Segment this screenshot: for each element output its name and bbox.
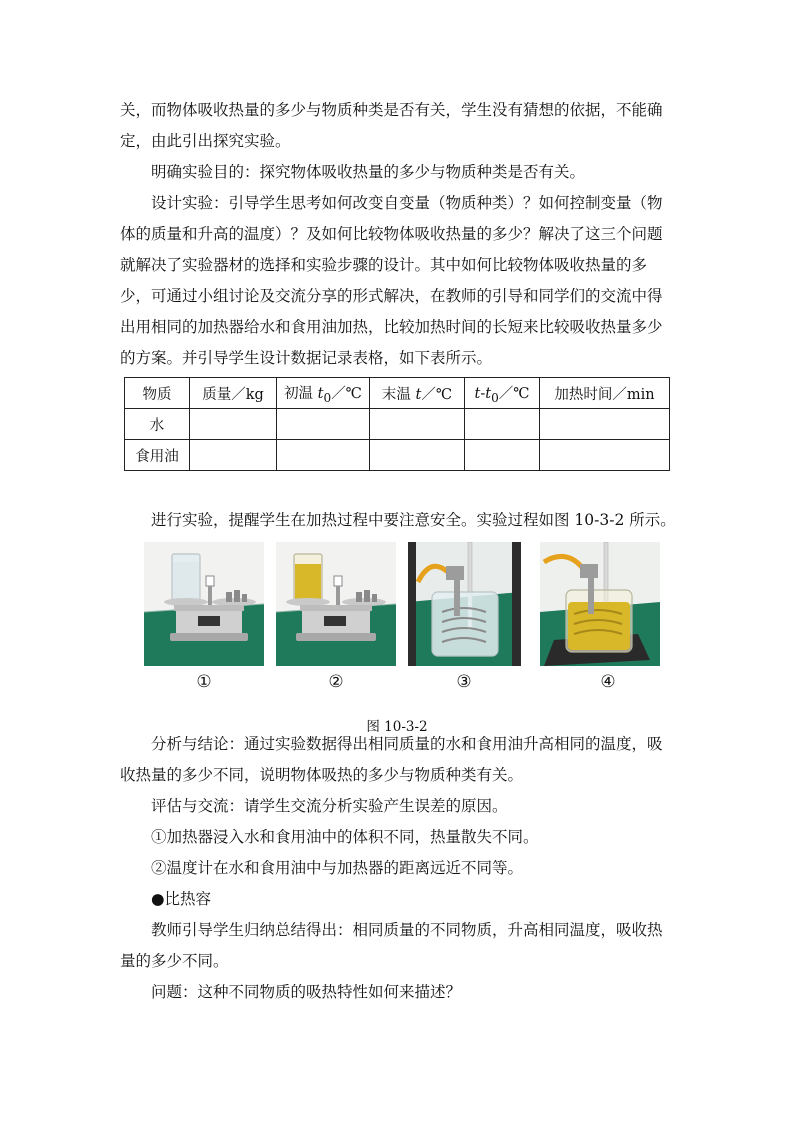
photo-balance-water: [144, 542, 264, 666]
table-cell: [540, 409, 670, 440]
figure-label-3: ③: [456, 672, 472, 692]
paragraph-summary: 教师引导学生归纳总结得出：相同质量的不同物质，升高相同温度，吸收热量的多少不同。: [120, 921, 663, 970]
header-final-temp: 末温 t／℃: [370, 378, 465, 409]
paragraph-intro: 关，而物体吸收热量的多少与物质种类是否有关，学生没有猜想的依据，不能确定，由此引出探究实验。: [120, 101, 663, 150]
photo-balance-oil: [276, 542, 396, 666]
header-temp-change: $t-t_0/℃$: [465, 378, 540, 409]
table-row: [125, 409, 670, 440]
row-label-oil: 食用油: [125, 440, 190, 471]
figure-caption: 图 10-3-2: [366, 719, 428, 735]
header-substance: 物质: [125, 378, 190, 409]
paragraph-purpose: 明确实验目的：探究物体吸收热量的多少与物质种类是否有关。: [151, 163, 586, 181]
figure-label-4: ④: [600, 672, 616, 692]
table-cell: [277, 409, 370, 440]
table-cell: [465, 440, 540, 471]
row-label-water: 水: [125, 409, 190, 440]
header-mass: 质量／kg: [190, 378, 277, 409]
data-record-table: [124, 377, 670, 471]
photo-heating-water: [408, 542, 521, 666]
header-heating-time: 加热时间／min: [540, 378, 670, 409]
table-cell: [465, 409, 540, 440]
paragraph-experiment: 进行实验，提醒学生在加热过程中要注意安全。实验过程如图 10-3-2 所示。: [151, 511, 676, 529]
table-row: [125, 440, 670, 471]
figure-label-1: ①: [196, 672, 212, 692]
paragraph-error-1: ①加热器浸入水和食用油中的体积不同，热量散失不同。: [151, 828, 539, 846]
paragraph-conclusion: 分析与结论：通过实验数据得出相同质量的水和食用油升高相同的温度，吸收热量的多少不同，说明物体吸热的多少与物质种类有关。: [120, 735, 663, 784]
table-cell: [370, 440, 465, 471]
figure-label-2: ②: [328, 672, 344, 692]
table-cell: [190, 409, 277, 440]
header-initial-temp: 初温 $t_0/℃$: [277, 378, 370, 409]
table-cell: [277, 440, 370, 471]
table-header-row: [125, 378, 670, 409]
table-cell: [190, 440, 277, 471]
paragraph-error-2: ②温度计在水和食用油中与加热器的距离远近不同等。: [151, 859, 524, 877]
paragraph-design: 设计实验：引导学生思考如何改变自变量（物质种类）？如何控制变量（物体的质量和升高的温度）？及如何比较物体吸收热量的多少？解决了这三个问题就解决了实验器材的选择和实验步骤的设计。其中如何比较物体吸收热量的多少，可通过小组讨论及交流分享的形式解决，在教师的引导和同学们的交流中得出用相同的加热器给水和食用油加热，比较加热时间的长短来比较吸收热量多少的方案。并引导学生设计数据记录表格，如下表所示。: [120, 194, 663, 367]
paragraph-evaluation: 评估与交流：请学生交流分析实验产生误差的原因。: [151, 797, 508, 815]
table-cell: [370, 409, 465, 440]
section-heading-specific-heat: ●比热容: [151, 890, 212, 908]
photo-heating-oil: [540, 542, 660, 666]
table-cell: [540, 440, 670, 471]
paragraph-question: 问题：这种不同物质的吸热特性如何来描述？: [151, 983, 462, 1001]
